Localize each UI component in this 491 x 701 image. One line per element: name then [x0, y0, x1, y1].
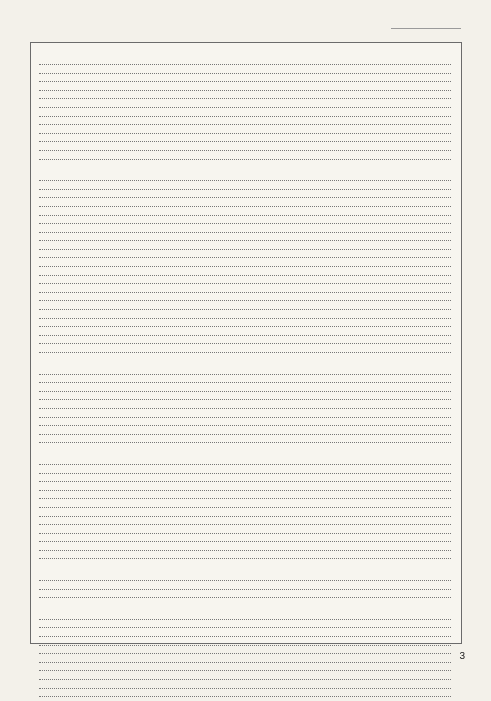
- dot-leader: [39, 211, 451, 216]
- dot-leader: [39, 103, 451, 108]
- dot-leader: [39, 271, 451, 276]
- toc-entry[interactable]: [37, 228, 455, 237]
- dot-leader: [39, 512, 451, 517]
- dot-leader: [39, 305, 451, 310]
- dot-leader: [39, 658, 451, 663]
- toc-entry[interactable]: [37, 684, 455, 693]
- section-header: [37, 165, 455, 175]
- toc-entry[interactable]: [37, 146, 455, 155]
- toc-entry[interactable]: [37, 486, 455, 495]
- dot-leader: [39, 684, 451, 689]
- toc-entry[interactable]: [37, 219, 455, 228]
- toc-entry[interactable]: [37, 137, 455, 146]
- toc-entry[interactable]: [37, 129, 455, 138]
- dot-leader: [39, 576, 451, 581]
- dot-leader: [39, 537, 451, 542]
- toc-entry[interactable]: [37, 430, 455, 439]
- dot-leader: [39, 112, 451, 117]
- toc-entry[interactable]: [37, 692, 455, 701]
- dot-leader: [39, 253, 451, 258]
- toc-entry[interactable]: [37, 404, 455, 413]
- dot-leader: [39, 314, 451, 319]
- toc-entry[interactable]: [37, 60, 455, 69]
- toc-entry[interactable]: [37, 615, 455, 624]
- toc-entry[interactable]: [37, 185, 455, 194]
- dot-leader: [39, 585, 451, 590]
- dot-leader: [39, 236, 451, 241]
- section-header: [37, 604, 455, 614]
- toc-entry[interactable]: [37, 176, 455, 185]
- header-stamp: [391, 18, 461, 29]
- dot-leader: [39, 494, 451, 499]
- section-header: [37, 449, 455, 459]
- toc-entry[interactable]: [37, 438, 455, 447]
- toc-entry[interactable]: [37, 253, 455, 262]
- toc-entry[interactable]: [37, 503, 455, 512]
- toc-entry[interactable]: [37, 279, 455, 288]
- section-header: [37, 359, 455, 369]
- toc-entry[interactable]: [37, 520, 455, 529]
- dot-leader: [39, 413, 451, 418]
- toc-entry[interactable]: [37, 413, 455, 422]
- dot-leader: [39, 77, 451, 82]
- dot-leader: [39, 430, 451, 435]
- dot-leader: [39, 666, 451, 671]
- dot-leader: [39, 529, 451, 534]
- toc-entry[interactable]: [37, 593, 455, 602]
- toc-entry[interactable]: [37, 395, 455, 404]
- toc-entry[interactable]: [37, 554, 455, 563]
- toc-entry[interactable]: [37, 245, 455, 254]
- dot-leader: [39, 296, 451, 301]
- toc-entry[interactable]: [37, 585, 455, 594]
- toc-entry[interactable]: [37, 322, 455, 331]
- dot-leader: [39, 129, 451, 134]
- toc-entry[interactable]: [37, 537, 455, 546]
- toc-entry[interactable]: [37, 623, 455, 632]
- dot-leader: [39, 404, 451, 409]
- dot-leader: [39, 245, 451, 250]
- dot-leader: [39, 288, 451, 293]
- toc-entry[interactable]: [37, 675, 455, 684]
- toc-frame: [30, 42, 462, 644]
- dot-leader: [39, 331, 451, 336]
- dot-leader: [39, 520, 451, 525]
- dot-leader: [39, 155, 451, 160]
- toc-entry[interactable]: [37, 94, 455, 103]
- toc-entry[interactable]: [37, 155, 455, 164]
- dot-leader: [39, 438, 451, 443]
- dot-leader: [39, 219, 451, 224]
- toc-list: [37, 47, 455, 701]
- dot-leader: [39, 370, 451, 375]
- dot-leader: [39, 339, 451, 344]
- toc-entry[interactable]: [37, 69, 455, 78]
- dot-leader: [39, 623, 451, 628]
- toc-entry[interactable]: [37, 469, 455, 478]
- dot-leader: [39, 554, 451, 559]
- dot-leader: [39, 193, 451, 198]
- toc-entry[interactable]: [37, 421, 455, 430]
- dot-leader: [39, 262, 451, 267]
- toc-entry[interactable]: [37, 262, 455, 271]
- toc-entry[interactable]: [37, 477, 455, 486]
- dot-leader: [39, 632, 451, 637]
- dot-leader: [39, 469, 451, 474]
- dot-leader: [39, 279, 451, 284]
- toc-entry[interactable]: [37, 494, 455, 503]
- toc-entry[interactable]: [37, 202, 455, 211]
- dot-leader: [39, 86, 451, 91]
- toc-entry[interactable]: [37, 632, 455, 641]
- toc-entry[interactable]: [37, 236, 455, 245]
- dot-leader: [39, 593, 451, 598]
- section-header: [37, 565, 455, 575]
- toc-entry[interactable]: [37, 546, 455, 555]
- toc-entry[interactable]: [37, 86, 455, 95]
- dot-leader: [39, 641, 451, 646]
- toc-entry[interactable]: [37, 271, 455, 280]
- dot-leader: [39, 546, 451, 551]
- dot-leader: [39, 615, 451, 620]
- dot-leader: [39, 675, 451, 680]
- toc-entry[interactable]: [37, 77, 455, 86]
- toc-entry[interactable]: [37, 649, 455, 658]
- toc-entry[interactable]: [37, 348, 455, 357]
- dot-leader: [39, 692, 451, 697]
- dot-leader: [39, 69, 451, 74]
- dot-leader: [39, 137, 451, 142]
- toc-entry[interactable]: [37, 296, 455, 305]
- toc-entry[interactable]: [37, 666, 455, 675]
- toc-entry[interactable]: [37, 103, 455, 112]
- dot-leader: [39, 176, 451, 181]
- toc-entry[interactable]: [37, 112, 455, 121]
- dot-leader: [39, 503, 451, 508]
- toc-entry[interactable]: [37, 641, 455, 650]
- toc-entry[interactable]: [37, 529, 455, 538]
- dot-leader: [39, 486, 451, 491]
- dot-leader: [39, 185, 451, 190]
- dot-leader: [39, 395, 451, 400]
- dot-leader: [39, 146, 451, 151]
- toc-entry[interactable]: [37, 339, 455, 348]
- toc-entry[interactable]: [37, 512, 455, 521]
- dot-leader: [39, 477, 451, 482]
- dot-leader: [39, 202, 451, 207]
- dot-leader: [39, 60, 451, 65]
- dot-leader: [39, 387, 451, 392]
- dot-leader: [39, 322, 451, 327]
- dot-leader: [39, 94, 451, 99]
- dot-leader: [39, 348, 451, 353]
- dot-leader: [39, 120, 451, 125]
- section-header: [37, 49, 455, 59]
- toc-entry[interactable]: [37, 460, 455, 469]
- toc-entry[interactable]: [37, 193, 455, 202]
- toc-entry[interactable]: [37, 211, 455, 220]
- dot-leader: [39, 460, 451, 465]
- toc-entry[interactable]: [37, 331, 455, 340]
- toc-entry[interactable]: [37, 658, 455, 667]
- toc-entry[interactable]: [37, 305, 455, 314]
- dot-leader: [39, 378, 451, 383]
- dot-leader: [39, 649, 451, 654]
- toc-entry[interactable]: [37, 288, 455, 297]
- toc-entry[interactable]: [37, 576, 455, 585]
- toc-entry[interactable]: [37, 387, 455, 396]
- toc-entry[interactable]: [37, 120, 455, 129]
- toc-entry[interactable]: [37, 378, 455, 387]
- dot-leader: [39, 228, 451, 233]
- toc-entry[interactable]: [37, 370, 455, 379]
- toc-entry[interactable]: [37, 314, 455, 323]
- dot-leader: [39, 421, 451, 426]
- page-number: 3: [459, 651, 465, 662]
